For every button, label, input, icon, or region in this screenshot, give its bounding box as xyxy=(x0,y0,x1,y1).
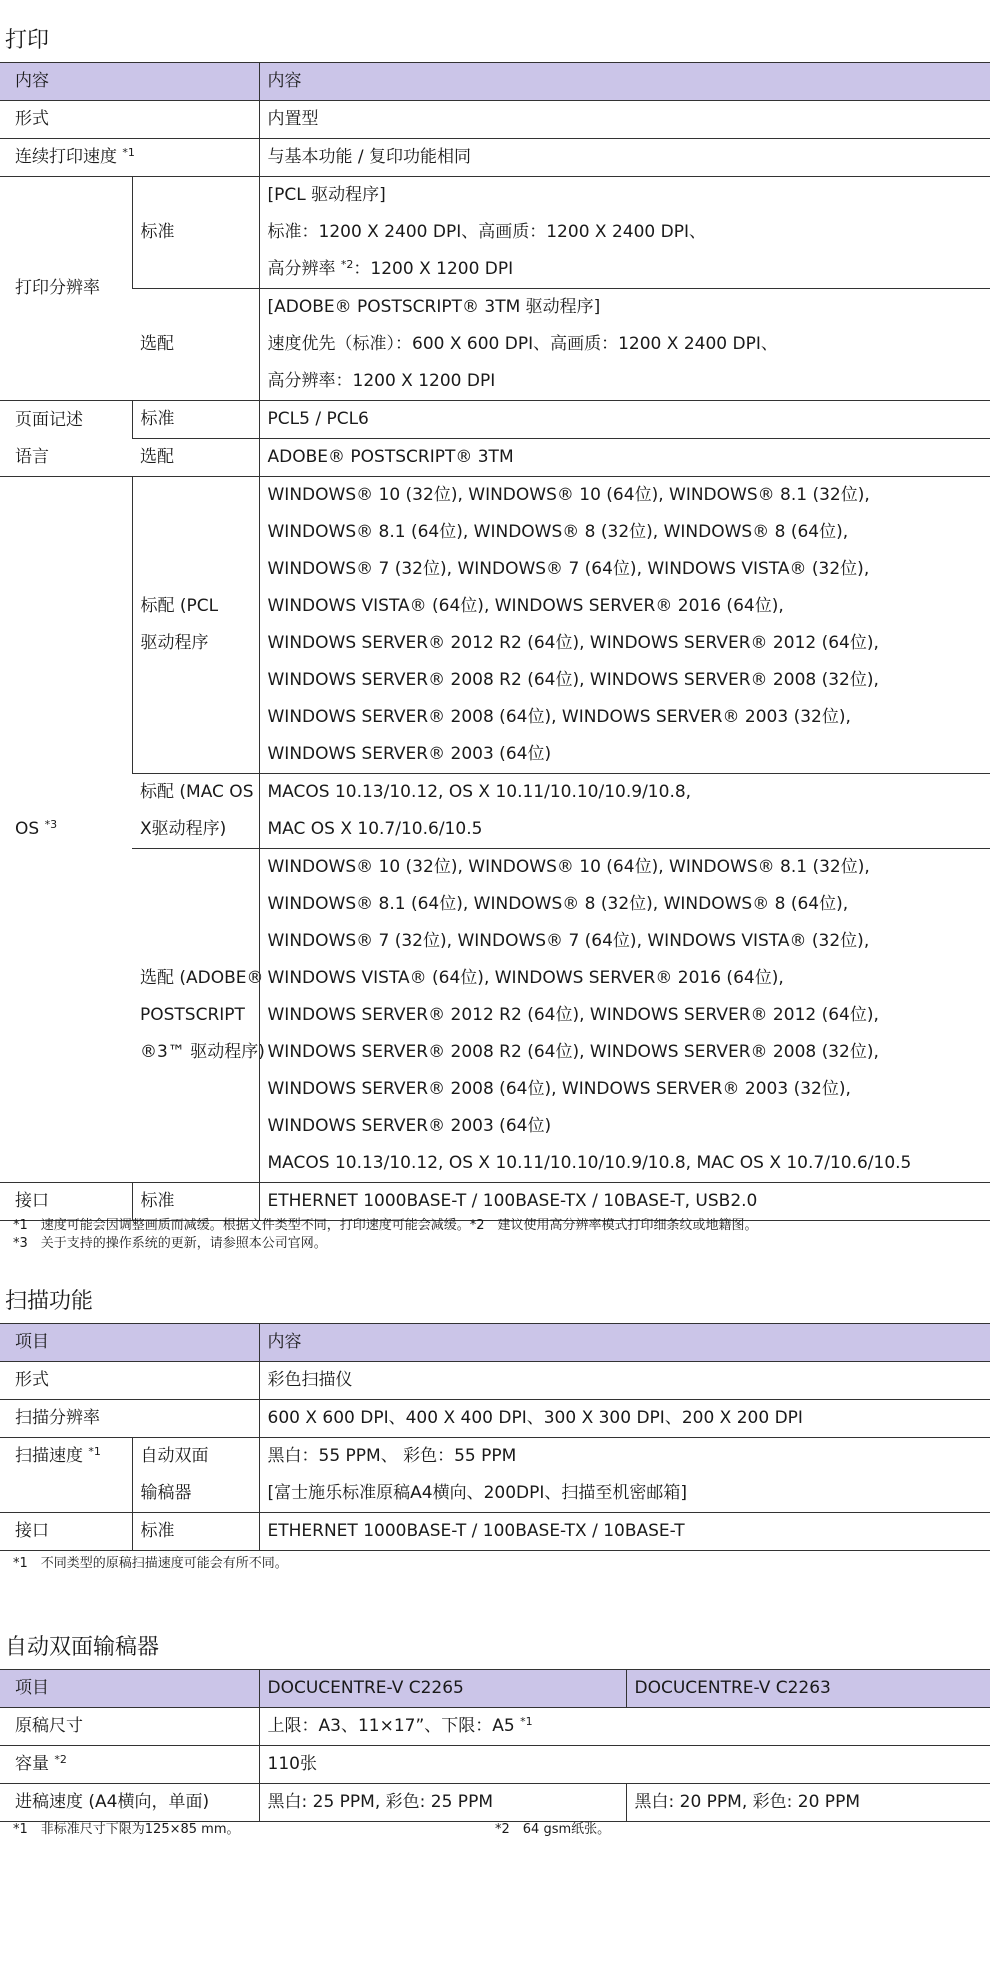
table-row xyxy=(0,1183,990,1221)
header-cell: DOCUCENTRE-V C2263 xyxy=(626,1670,990,1708)
table-row xyxy=(0,774,990,849)
sub-label: 选配 xyxy=(132,439,259,477)
row-value: PCL5 / PCL6 xyxy=(259,401,990,439)
row-label: 接口 xyxy=(0,1513,132,1551)
row-value: ETHERNET 1000BASE-T / 100BASE-TX / 10BASE-T xyxy=(259,1513,990,1551)
row-label: 原稿尺寸 xyxy=(0,1708,259,1746)
table-header-row xyxy=(0,1670,990,1708)
table-row xyxy=(0,1784,990,1822)
row-value: MACOS 10.13/10.12, OS X 10.11/10.10/10.9/10.8, MAC OS X 10.7/10.6/10.5 xyxy=(259,774,990,849)
row-label: 形式 xyxy=(0,1362,259,1400)
row-value: 上限：A3、11×17”、下限：A5 $^{*1}$ xyxy=(259,1708,990,1746)
table-header-row xyxy=(0,63,990,101)
feeder-footnote: *1 非标准尺寸下限为125×85 mm。 xyxy=(13,1822,240,1837)
sub-label: 标配 (PCL 驱动程序 xyxy=(132,477,259,774)
header-cell: DOCUCENTRE-V C2265 xyxy=(259,1670,626,1708)
header-cell: 内容 xyxy=(259,63,990,101)
row-value: 黑白: 25 PPM, 彩色: 25 PPM xyxy=(259,1784,626,1822)
row-label: 进稿速度 (A4横向，单面) xyxy=(0,1784,259,1822)
feeder-spec-table xyxy=(0,1669,990,1822)
sub-label: 标配 (MAC OS X驱动程序) xyxy=(132,774,259,849)
table-row xyxy=(0,1746,990,1784)
table-row xyxy=(0,1708,990,1746)
header-cell: 项目 xyxy=(0,1324,259,1362)
table-row xyxy=(0,1362,990,1400)
row-label: 形式 xyxy=(0,101,259,139)
row-value: 110张 xyxy=(259,1746,990,1784)
row-value: WINDOWS® 10 (32位), WINDOWS® 10 (64位), WINDOWS® 8.1 (32位), WINDOWS® 8.1 (64位), WINDOWS® 8 (32位), WINDOWS® 8 (64位), WINDOWS® 7 (32位), WINDOWS® 7 (64位), WINDOWS VISTA® (32位), WINDOWS VISTA® (64位), WINDOWS SERVER® 2016 (64位), WINDOWS SERVER® 2012 R2 (64位), WINDOWS SERVER® 2012 (64位), WINDOWS SERVER® 2008 R2 (64位), WINDOWS SERVER® 2008 (32位), WINDOWS SERVER® 2008 (64位), WINDOWS SERVER® 2003 (32位), WINDOWS SERVER® 2003 (64位) MACOS 10.13/10.12, OS X 10.11/10.10/10.9/10.8, MAC OS X 10.7/10.6/10.5 xyxy=(259,849,990,1183)
row-value: 黑白: 20 PPM, 彩色: 20 PPM xyxy=(626,1784,990,1822)
scan-footnote: *1 不同类型的原稿扫描速度可能会有所不同。 xyxy=(13,1556,288,1571)
feeder-section-title: 自动双面输稿器 xyxy=(5,1635,160,1660)
table-row xyxy=(0,849,990,1183)
row-label: 扫描分辨率 xyxy=(0,1400,259,1438)
table-row xyxy=(0,289,990,401)
table-header-row xyxy=(0,1324,990,1362)
row-value: 600 X 600 DPI、400 X 400 DPI、300 X 300 DPI、200 X 200 DPI xyxy=(259,1400,990,1438)
row-label: 打印分辨率 xyxy=(0,177,132,401)
sub-label: 选配 (ADOBE® POSTSCRIPT ®3™ 驱动程序) xyxy=(132,849,259,1183)
row-value: WINDOWS® 10 (32位), WINDOWS® 10 (64位), WINDOWS® 8.1 (32位), WINDOWS® 8.1 (64位), WINDOWS® 8 (32位), WINDOWS® 8 (64位), WINDOWS® 7 (32位), WINDOWS® 7 (64位), WINDOWS VISTA® (32位), WINDOWS VISTA® (64位), WINDOWS SERVER® 2016 (64位), WINDOWS SERVER® 2012 R2 (64位), WINDOWS SERVER® 2012 (64位), WINDOWS SERVER® 2008 R2 (64位), WINDOWS SERVER® 2008 (32位), WINDOWS SERVER® 2008 (64位), WINDOWS SERVER® 2003 (32位), WINDOWS SERVER® 2003 (64位) xyxy=(259,477,990,774)
row-value: 与基本功能 / 复印功能相同 xyxy=(259,139,990,177)
table-row xyxy=(0,1400,990,1438)
print-spec-table xyxy=(0,62,990,1221)
feeder-footnote: *2 64 gsm纸张。 xyxy=(495,1822,611,1837)
row-value: 内置型 xyxy=(259,101,990,139)
sub-label: 标准 xyxy=(132,1183,259,1221)
row-label: 页面记述 语言 xyxy=(0,401,132,477)
header-cell: 内容 xyxy=(0,63,259,101)
table-row xyxy=(0,101,990,139)
row-label: 连续打印速度 $^{*1}$ xyxy=(0,139,259,177)
row-value: ADOBE® POSTSCRIPT® 3TM xyxy=(259,439,990,477)
row-value: 黑白：55 PPM、 彩色：55 PPM [富士施乐标准原稿A4横向、200DPI、扫描至机密邮箱] xyxy=(259,1438,990,1513)
table-row xyxy=(0,139,990,177)
row-value: [PCL 驱动程序] 标准：1200 X 2400 DPI、高画质：1200 X 2400 DPI、 高分辨率 $^{*2}$：1200 X 1200 DPI xyxy=(259,177,990,289)
scan-spec-table xyxy=(0,1323,990,1551)
print-footnote: *1 速度可能会因调整画质而减缓。根据文件类型不同，打印速度可能会减缓。*2 建议使用高分辨率模式打印细条纹或地籍图。 xyxy=(13,1218,758,1233)
sub-label: 标准 xyxy=(132,177,259,289)
table-row xyxy=(0,1513,990,1551)
row-label: 容量 $^{*2}$ xyxy=(0,1746,259,1784)
scan-section-title: 扫描功能 xyxy=(5,1289,94,1314)
row-value: ETHERNET 1000BASE-T / 100BASE-TX / 10BASE-T, USB2.0 xyxy=(259,1183,990,1221)
row-value: [ADOBE® POSTSCRIPT® 3TM 驱动程序] 速度优先（标准）：600 X 600 DPI、高画质：1200 X 2400 DPI、 高分辨率：1200 X 1200 DPI xyxy=(259,289,990,401)
table-row xyxy=(0,401,990,439)
row-label: 扫描速度 $^{*1}$ xyxy=(0,1438,132,1513)
print-section-title: 打印 xyxy=(5,28,50,53)
row-value: 彩色扫描仪 xyxy=(259,1362,990,1400)
header-cell: 内容 xyxy=(259,1324,990,1362)
header-cell: 项目 xyxy=(0,1670,259,1708)
row-label: 接口 xyxy=(0,1183,132,1221)
sub-label: 自动双面 输稿器 xyxy=(132,1438,259,1513)
table-row xyxy=(0,477,990,774)
table-row xyxy=(0,1438,990,1513)
sub-label: 选配 xyxy=(132,289,259,401)
sub-label: 标准 xyxy=(132,401,259,439)
sub-label: 标准 xyxy=(132,1513,259,1551)
print-footnote: *3 关于支持的操作系统的更新，请参照本公司官网。 xyxy=(13,1236,327,1251)
row-label: OS $^{*3}$ xyxy=(0,477,132,1183)
table-row xyxy=(0,439,990,477)
table-row xyxy=(0,177,990,289)
